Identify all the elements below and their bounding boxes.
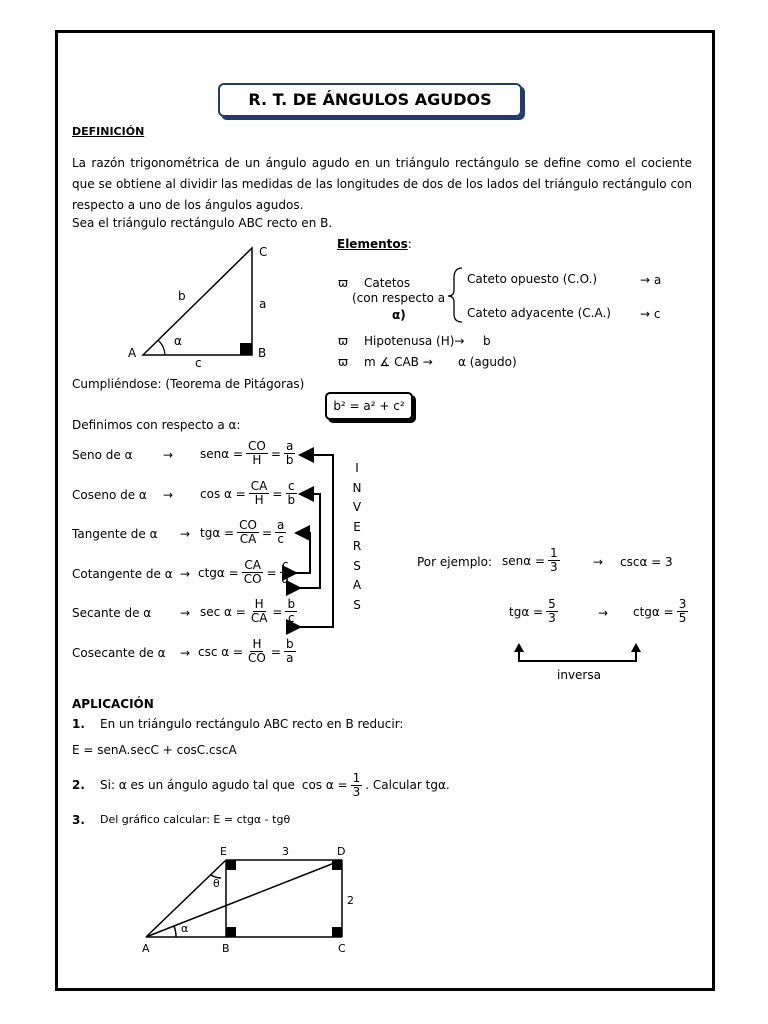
pitagoras-label: Cumpliéndose: (Teorema de Pitágoras)	[72, 377, 305, 391]
ejemplo-tg-num: 5	[548, 597, 556, 611]
ratio-num-symbolic: CO	[239, 518, 257, 532]
problem-2-num: 1	[352, 770, 361, 785]
inversas-letter: A	[352, 578, 362, 592]
definition-text: La razón trigonométrica de un ángulo agudo en un triángulo rectángulo se define como el cociente que se obtiene al dividir las medidas de las longitudes de dos de los lados del triángulo rectángulo con respecto a uno de los ángulos agudos.	[72, 156, 692, 212]
ratio-equals: =	[272, 486, 283, 501]
problem-1-number: 1.	[72, 717, 85, 731]
side-c: c	[195, 356, 202, 370]
ratio-num-side: a	[286, 439, 294, 453]
hipotenusa-label: Hipotenusa (H)→	[364, 334, 465, 348]
alpha-close-label: α)	[392, 308, 406, 322]
ratio-den-symbolic: CA	[250, 611, 268, 625]
ejemplo-sen-fn: senα =	[502, 553, 546, 568]
vertex-c: C	[259, 245, 268, 259]
ratio-num-side: b	[287, 597, 296, 611]
ratio-num-symbolic: CO	[248, 439, 266, 453]
ratio-label: Secante de α	[72, 606, 152, 620]
inversas-letter: S	[353, 597, 361, 612]
ratio-num-symbolic: H	[252, 637, 262, 651]
ratio-den-side: a	[281, 572, 289, 586]
ratio-label: Seno de α	[72, 448, 133, 462]
catetos-label: Catetos	[364, 276, 411, 290]
definimos-label: Definimos con respecto a α:	[72, 418, 241, 432]
fig2-vertex-e: E	[220, 845, 227, 858]
bullet-catetos: ϖ	[338, 276, 349, 290]
inversa-label: inversa	[557, 668, 601, 682]
definition-heading: DEFINICIÓN	[72, 125, 145, 138]
problem-2-text-a: Si: α es un ángulo agudo tal que	[100, 778, 295, 792]
problem-3-number: 3.	[72, 813, 85, 827]
problem-2-number: 2.	[72, 778, 85, 792]
fig2-vertex-d: D	[337, 845, 346, 858]
problem-2-fn: cos α =	[301, 778, 348, 792]
page-title: R. T. DE ÁNGULOS AGUDOS	[218, 83, 522, 117]
ratio-den-symbolic: H	[254, 493, 264, 507]
inversas-letter: E	[353, 519, 361, 534]
problem-3-text: Del gráfico calcular: E = ctgα - tgθ	[100, 813, 291, 826]
ratio-equals: =	[261, 525, 272, 540]
ratio-num-symbolic: CA	[244, 558, 261, 572]
fig2-alpha: α	[181, 922, 189, 935]
ratio-den-symbolic: H	[252, 453, 262, 467]
ejemplo-tg-fn: tgα =	[509, 604, 544, 619]
problem-2-den: 3	[352, 784, 361, 799]
ratio-fn: tgα =	[200, 525, 235, 540]
cateto-adyacente: Cateto adyacente (C.A.)	[467, 306, 611, 320]
hipotenusa-value: b	[483, 334, 491, 348]
ejemplo-arrow-1: →	[593, 555, 604, 569]
cateto-opuesto-value: → a	[640, 273, 662, 287]
ratio-equals: =	[270, 446, 281, 461]
ratio-arrow: →	[180, 567, 191, 581]
inversas-letter: R	[352, 539, 362, 553]
elementos-title: Elementos	[337, 237, 408, 251]
fig2-right-length: 2	[347, 894, 354, 907]
ejemplo-label: Por ejemplo:	[417, 555, 493, 569]
ratio-den-symbolic: CO	[248, 651, 266, 665]
ratio-fn: sec α =	[200, 604, 246, 619]
ratio-den-side: a	[286, 651, 294, 665]
ratio-num-symbolic: CA	[250, 479, 268, 493]
angle-cab-value: α (agudo)	[458, 355, 517, 369]
ratio-fn: senα =	[200, 446, 244, 461]
cateto-opuesto: Cateto opuesto (C.O.)	[467, 272, 598, 286]
ratio-fn: ctgα =	[198, 565, 239, 580]
con-respecto-label: (con respecto a	[352, 291, 446, 305]
ratio-arrow: →	[180, 527, 191, 541]
angle-alpha-label: α	[174, 334, 182, 348]
ratio-num-side: c	[281, 558, 289, 572]
inversas-letter: I	[355, 461, 359, 475]
ratio-num-symbolic: H	[254, 597, 264, 611]
ratio-num-side: c	[287, 479, 295, 493]
ratio-arrow: →	[163, 448, 174, 462]
ratio-equals: =	[272, 604, 283, 619]
fig2-vertex-b: B	[222, 942, 230, 955]
ejemplo-ctg-den: 5	[678, 611, 687, 625]
ratio-den-side: b	[285, 453, 294, 467]
ejemplo-ctg-fn: ctgα =	[633, 604, 674, 619]
vertex-b: B	[258, 346, 267, 360]
ratio-equals: =	[266, 565, 277, 580]
fig2-vertex-c: C	[338, 942, 346, 955]
problem-1-text: En un triángulo rectángulo ABC recto en B reducir:	[100, 717, 404, 731]
bullet-hipotenusa: ϖ	[338, 334, 349, 348]
ratio-num-side: a	[277, 518, 285, 532]
fig2-theta: θ	[213, 877, 220, 890]
cateto-adyacente-value: → c	[640, 307, 661, 321]
aplicacion-heading: APLICACIÓN	[72, 697, 154, 711]
ratio-label: Cotangente de α	[72, 567, 173, 581]
side-b: b	[178, 289, 186, 303]
ratio-den-side: c	[277, 532, 284, 546]
ejemplo-arrow-2: →	[598, 606, 609, 620]
pitagoras-formula: b² = a² + c²	[325, 392, 413, 420]
ratio-den-side: b	[287, 493, 296, 507]
ratio-arrow: →	[180, 606, 191, 620]
problem-2-text-b: . Calcular tgα.	[365, 778, 450, 792]
fig2-vertex-a: A	[142, 942, 150, 955]
ratio-den-symbolic: CA	[239, 532, 257, 546]
ejemplo-tg-den: 3	[548, 611, 556, 625]
ratio-fn: cos α =	[200, 486, 246, 501]
elementos-colon: :	[407, 237, 412, 251]
ratio-equals: =	[270, 644, 281, 659]
ratio-den-side: c	[287, 611, 295, 625]
ejemplo-sen-den: 3	[550, 560, 558, 574]
ejemplo-sen-num: 1	[550, 546, 558, 560]
ratio-label: Cosecante de α	[72, 646, 166, 660]
ratio-fn: csc α =	[198, 644, 244, 659]
ratio-num-side: b	[285, 637, 294, 651]
ratio-den-symbolic: CO	[243, 572, 262, 586]
ratio-arrow: →	[180, 646, 191, 660]
ratio-label: Coseno de α	[72, 488, 147, 502]
inversas-letter: S	[353, 558, 361, 573]
bullet-angle: ϖ	[338, 355, 349, 369]
ejemplo-csc: cscα = 3	[620, 555, 673, 569]
ejemplo-ctg-num: 3	[678, 597, 687, 611]
triangle-intro: Sea el triángulo rectángulo ABC recto en B.	[72, 216, 333, 230]
inversas-letter: N	[352, 480, 362, 495]
angle-cab-label: m ∡ CAB →	[364, 355, 433, 369]
inversas-letter: V	[352, 500, 362, 514]
ratio-arrow: →	[163, 488, 174, 502]
fig2-top-length: 3	[282, 845, 289, 858]
side-a: a	[259, 297, 267, 311]
vertex-a: A	[128, 346, 137, 360]
ratio-label: Tangente de α	[72, 527, 158, 541]
problem-1-equation: E = senA.secC + cosC.cscA	[72, 743, 237, 757]
